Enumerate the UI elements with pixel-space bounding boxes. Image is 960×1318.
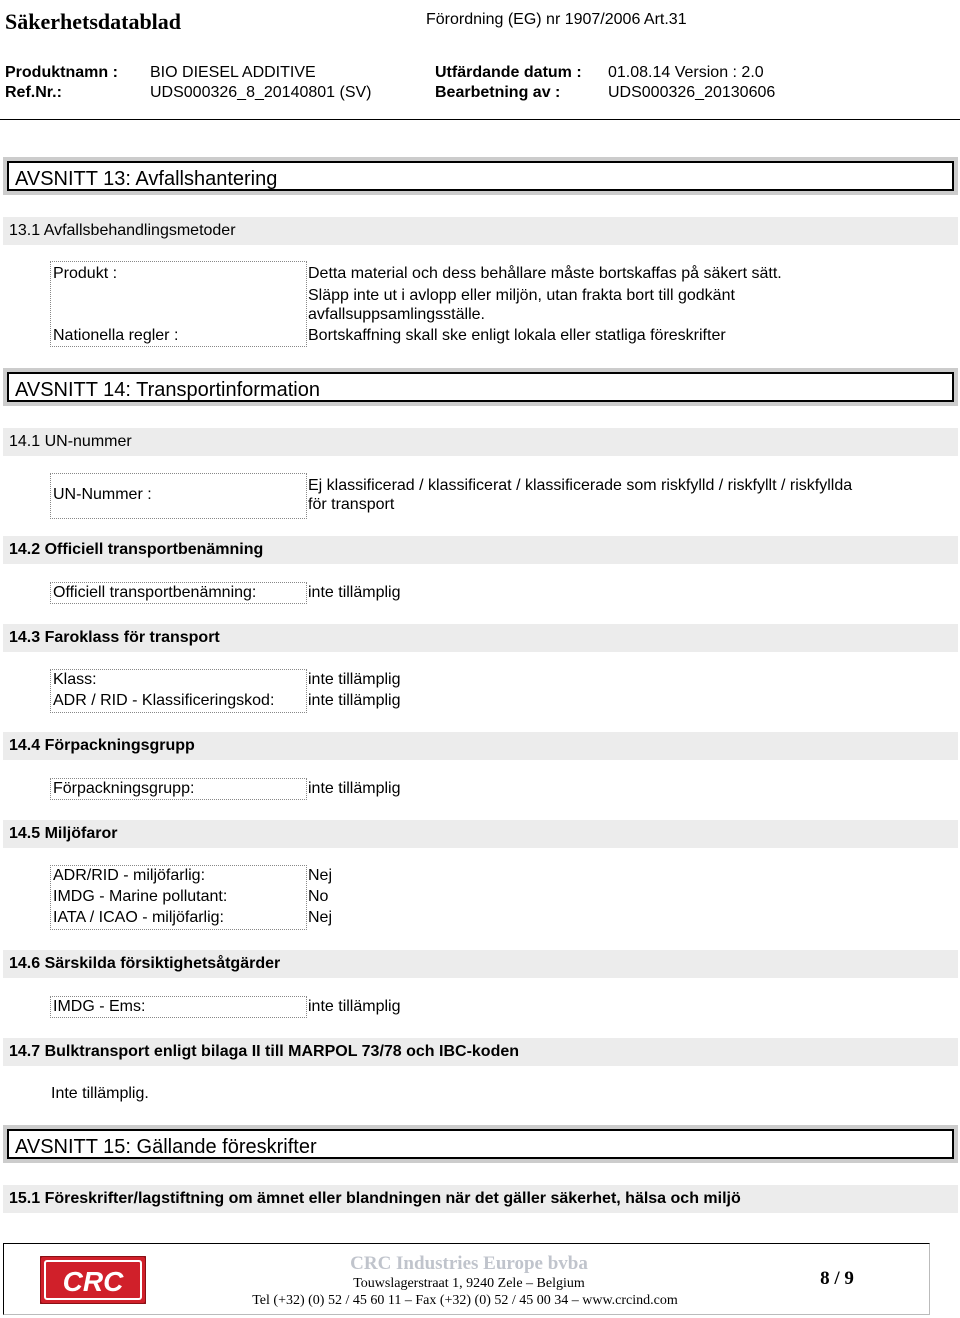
imdg-marine-value: No <box>308 888 329 905</box>
section-15-heading: AVSNITT 15: Gällande föreskrifter <box>3 1125 958 1163</box>
adr-classification-value: inte tillämplig <box>308 692 401 709</box>
waste-text-line: Släpp inte ut i avlopp eller miljön, utan frakta bort till godkänt <box>308 287 735 304</box>
un-number-label: UN-Nummer : <box>53 486 152 503</box>
ref-number-value: UDS000326_8_20140801 (SV) <box>150 84 372 101</box>
waste-text-line: Detta material och dess behållare måste bortskaffas på säkert sätt. <box>308 265 782 282</box>
class-value: inte tillämplig <box>308 671 401 688</box>
page-number: 8 / 9 <box>820 1268 854 1289</box>
adr-rid-env-value: Nej <box>308 867 333 884</box>
subsection-13-1-title: 13.1 Avfallsbehandlingsmetoder <box>3 217 958 245</box>
subsection-14-1-title: 14.1 UN-nummer <box>3 428 958 456</box>
crc-logo <box>40 1256 146 1304</box>
company-name: CRC Industries Europe bvba <box>350 1253 588 1274</box>
edited-by-value: UDS000326_20130606 <box>608 84 776 101</box>
subsection-14-2-title: 14.2 Officiell transportbenämning <box>3 536 958 564</box>
section-14-heading: AVSNITT 14: Transportinformation <box>3 368 958 406</box>
logo-text: CRC <box>62 1266 124 1297</box>
transport-name-value: inte tillämplig <box>308 584 401 601</box>
document-title: Säkerhetsdatablad <box>5 9 182 34</box>
regulation-reference: Förordning (EG) nr 1907/2006 Art.31 <box>426 11 687 28</box>
product-name-label: Produktnamn : <box>5 64 118 81</box>
product-label: Produkt : <box>53 265 118 282</box>
issue-date-label: Utfärdande datum : <box>435 64 582 81</box>
subsection-15-1-title: 15.1 Föreskrifter/lagstiftning om ämnet eller blandningen när det gäller säkerhet, hälsa och miljö <box>3 1185 958 1213</box>
iata-env-value: Nej <box>308 909 333 926</box>
national-rules-text: Bortskaffning skall ske enligt lokala eller statliga föreskrifter <box>308 327 726 344</box>
subsection-14-4-title: 14.4 Förpackningsgrupp <box>3 732 958 760</box>
adr-classification-label: ADR / RID - Klassificeringskod: <box>53 692 275 709</box>
iata-env-label: IATA / ICAO - miljöfarlig: <box>53 909 224 926</box>
edited-by-label: Bearbetning av : <box>435 84 561 101</box>
issue-date-value: 01.08.14 Version : 2.0 <box>608 64 764 81</box>
national-rules-label: Nationella regler : <box>53 327 179 344</box>
subsection-14-3-title: 14.3 Faroklass för transport <box>3 624 958 652</box>
company-address: Touwslagerstraat 1, 9240 Zele – Belgium <box>353 1276 585 1291</box>
ref-number-label: Ref.Nr.: <box>5 84 62 101</box>
subsection-14-7-title: 14.7 Bulktransport enligt bilaga II till MARPOL 73/78 och IBC-koden <box>3 1038 958 1066</box>
crc-logo-graphic <box>40 1256 146 1304</box>
class-label: Klass: <box>53 671 97 688</box>
imdg-ems-label: IMDG - Ems: <box>53 998 146 1015</box>
un-number-value-cont: för transport <box>308 496 395 513</box>
subsection-14-5-title: 14.5 Miljöfaror <box>3 820 958 848</box>
company-contact: Tel (+32) (0) 52 / 45 60 11 – Fax (+32) (0) 52 / 45 00 34 – www.crcind.com <box>252 1293 678 1308</box>
imdg-marine-label: IMDG - Marine pollutant: <box>53 888 228 905</box>
adr-rid-env-label: ADR/RID - miljöfarlig: <box>53 867 206 884</box>
packing-group-value: inte tillämplig <box>308 780 401 797</box>
imdg-ems-value: inte tillämplig <box>308 998 401 1015</box>
bulk-transport-value: Inte tillämplig. <box>51 1085 149 1102</box>
waste-text-line: avfallsuppsamlingsställe. <box>308 306 485 323</box>
header-divider <box>0 119 960 120</box>
subsection-14-6-title: 14.6 Särskilda försiktighetsåtgärder <box>3 950 958 978</box>
packing-group-label: Förpackningsgrupp: <box>53 780 195 797</box>
transport-name-label: Officiell transportbenämning: <box>53 584 257 601</box>
un-number-value: Ej klassificerad / klassificerat / klassificerade som riskfylld / riskfyllt / riskfyllda <box>308 477 853 494</box>
product-name-value: BIO DIESEL ADDITIVE <box>150 64 316 81</box>
section-13-heading: AVSNITT 13: Avfallshantering <box>3 157 958 195</box>
